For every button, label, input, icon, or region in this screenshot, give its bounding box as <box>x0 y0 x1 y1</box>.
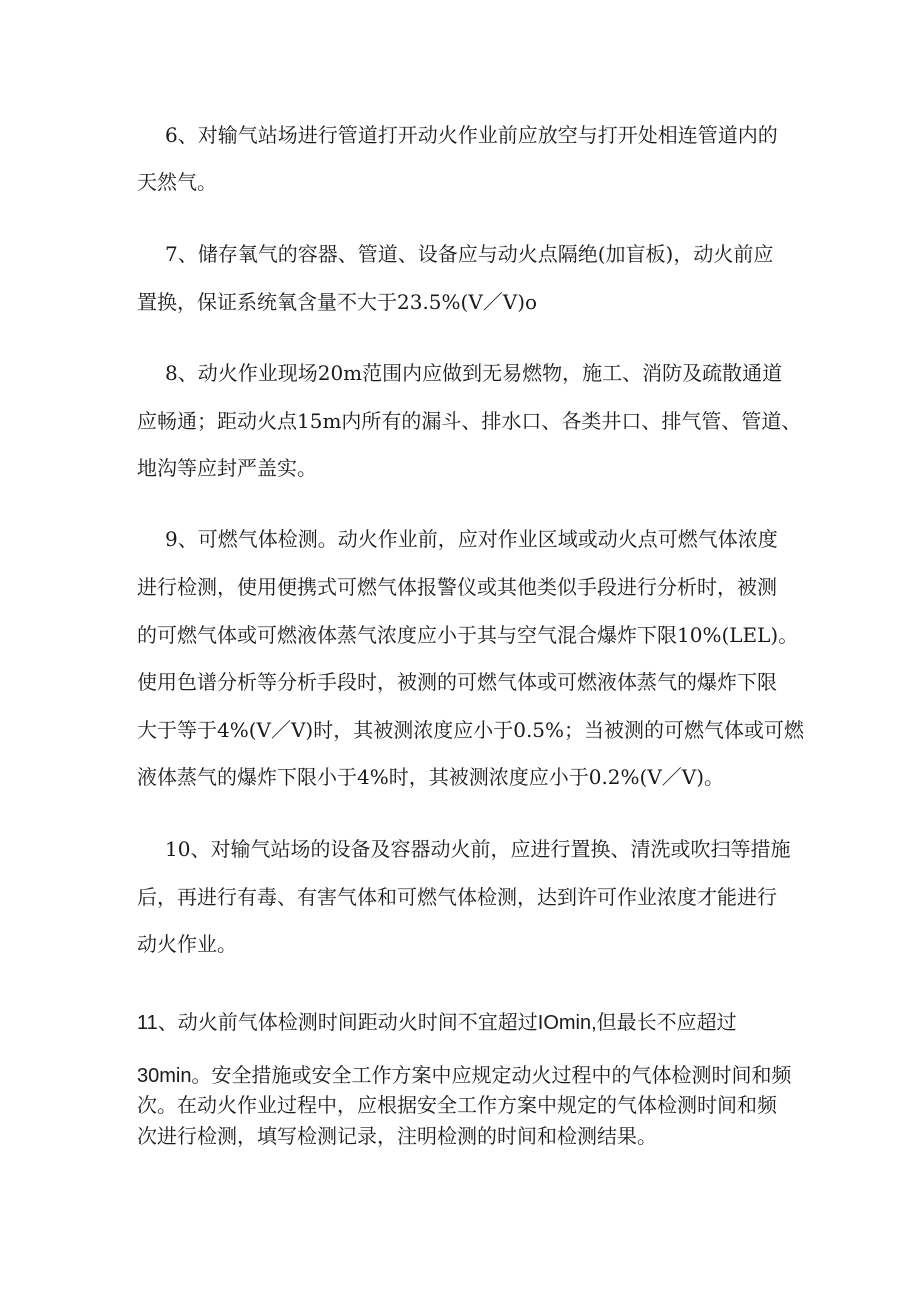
paragraph-line: 11、动火前气体检测时间距动火时间不宜超过IOmin,但最长不应超过 <box>137 1012 737 1034</box>
paragraph-line: 地沟等应封严盖实。 <box>137 456 317 480</box>
paragraph-line: 置换，保证系统氧含量不大于23.5%(V／V)o <box>137 290 538 314</box>
paragraph-line: 后，再进行有毒、有害气体和可燃气体检测，达到许可作业浓度才能进行 <box>137 885 777 909</box>
paragraph-line: 10、对输气站场的设备及容器动火前，应进行置换、清洗或吹扫等措施 <box>165 837 791 861</box>
paragraph-line: 大于等于4%(V／V)时，其被测浓度应小于0.5%；当被测的可燃气体或可燃 <box>137 718 805 742</box>
paragraph-line: 8、动火作业现场20m范围内应做到无易燃物，施工、消防及疏散通道 <box>165 361 783 385</box>
paragraph-line: 进行检测，使用便携式可燃气体报警仪或其他类似手段进行分析时，被测 <box>137 575 777 599</box>
paragraph-line: 9、可燃气体检测。动火作业前，应对作业区域或动火点可燃气体浓度 <box>165 527 778 551</box>
paragraph-line: 动火作业。 <box>137 932 237 956</box>
paragraph-line: 天然气。 <box>137 170 217 194</box>
paragraph-line: 6、对输气站场进行管道打开动火作业前应放空与打开处相连管道内的 <box>165 123 778 147</box>
paragraph-line: 次。在动火作业过程中，应根据安全工作方案中规定的气体检测时间和频 <box>137 1095 777 1117</box>
paragraph-line: 次进行检测，填写检测记录，注明检测的时间和检测结果。 <box>137 1126 657 1148</box>
paragraph-line: 7、储存氧气的容器、管道、设备应与动火点隔绝(加盲板)，动火前应 <box>165 242 774 266</box>
paragraph-line: 应畅通；距动火点15m内所有的漏斗、排水口、各类井口、排气管、管道、 <box>137 409 802 433</box>
paragraph-line: 的可燃气体或可燃液体蒸气浓度应小于其与空气混合爆炸下限10%(LEL)。 <box>137 623 799 647</box>
paragraph-line: 30min。安全措施或安全工作方案中应规定动火过程中的气体检测时间和频 <box>137 1065 792 1087</box>
paragraph-line: 液体蒸气的爆炸下限小于4%时，其被测浓度应小于0.2%(V／V)。 <box>137 765 725 789</box>
paragraph-line: 使用色谱分析等分析手段时，被测的可燃气体或可燃液体蒸气的爆炸下限 <box>137 670 777 694</box>
